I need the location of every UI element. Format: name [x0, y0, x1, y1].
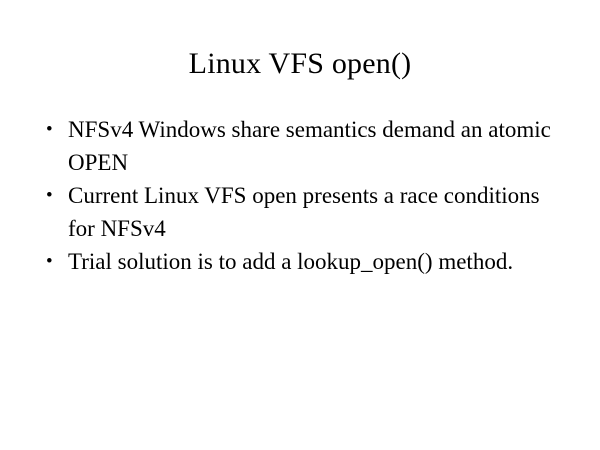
list-item	[38, 113, 566, 179]
list-item	[38, 179, 566, 245]
list-item	[38, 245, 566, 278]
list-item-text: Trial solution is to add a lookup_open() method.	[68, 249, 514, 274]
list-item-text: NFSv4 Windows share semantics demand an atomic OPEN	[68, 117, 551, 175]
bullet-list	[38, 113, 566, 278]
page-title: Linux VFS open()	[188, 47, 412, 80]
bullet-icon: •	[46, 185, 53, 206]
bullet-icon: •	[46, 119, 53, 140]
bullet-icon: •	[46, 251, 53, 272]
list-item-text: Current Linux VFS open presents a race conditions for NFSv4	[68, 183, 540, 241]
